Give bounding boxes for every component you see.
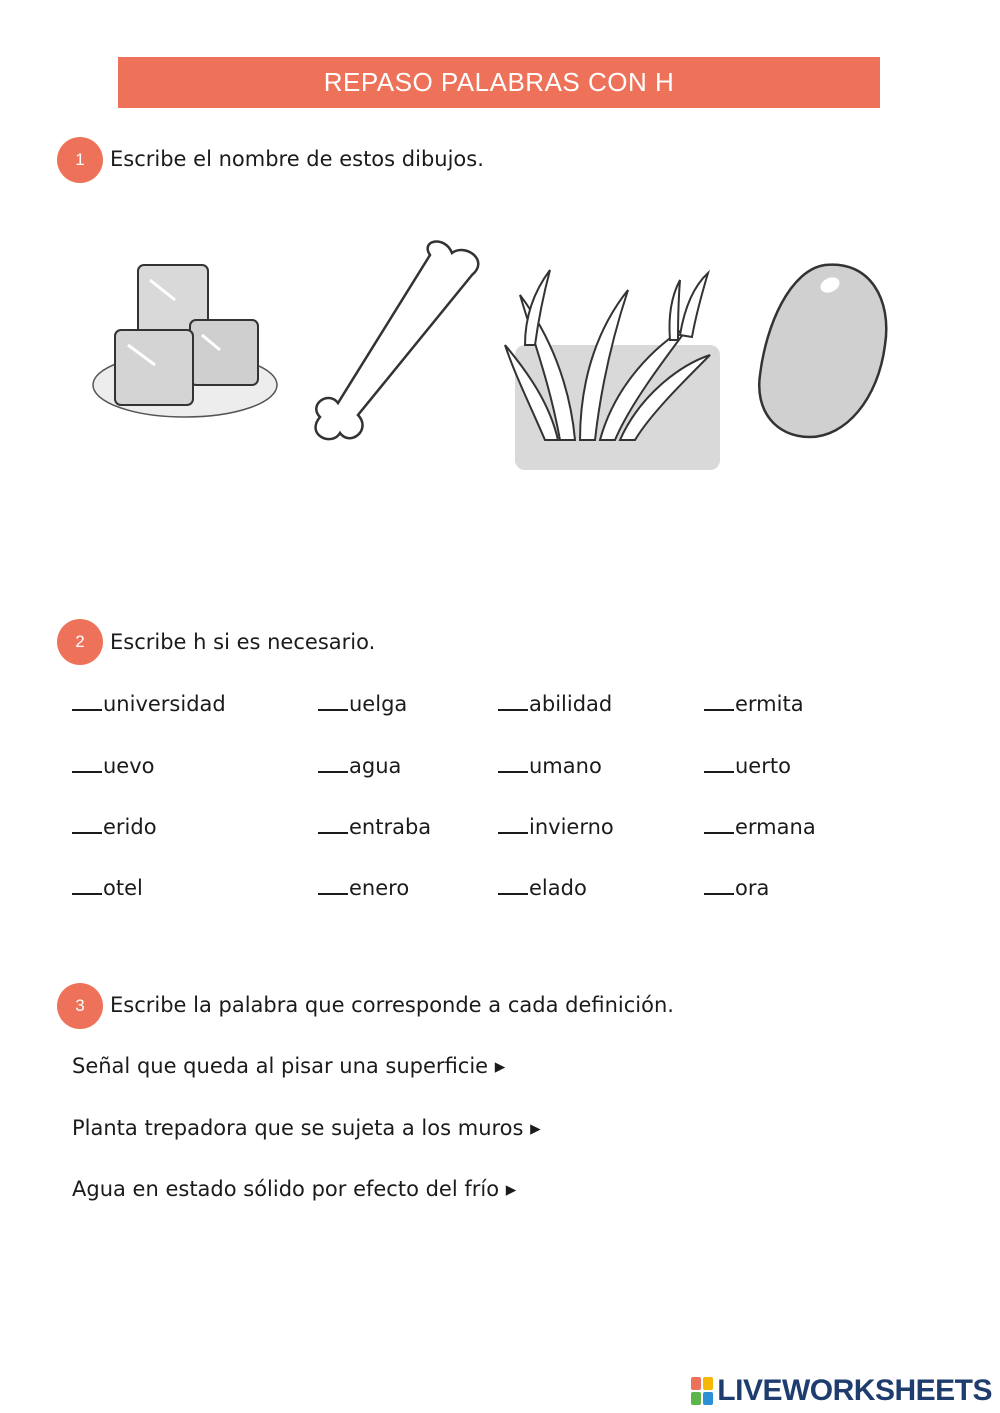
pictures-row (80, 225, 920, 485)
section-number-2: 2 (57, 619, 103, 665)
word-text: invierno (529, 815, 614, 839)
blank-input[interactable] (704, 812, 734, 834)
egg-icon (759, 265, 886, 437)
blank-input[interactable] (72, 812, 102, 834)
word-item (318, 812, 431, 840)
definition-3: Agua en estado sólido por efecto del frío ▸ (72, 1177, 517, 1201)
word-text: umano (529, 754, 602, 778)
word-text: abilidad (529, 692, 613, 716)
section-number-3: 3 (57, 983, 103, 1029)
blank-input[interactable] (704, 689, 734, 711)
word-text: elado (529, 876, 587, 900)
word-text: ora (735, 876, 770, 900)
blank-input[interactable] (318, 873, 348, 895)
word-item (498, 751, 602, 779)
word-item (704, 873, 769, 901)
word-text: universidad (103, 692, 226, 716)
blank-input[interactable] (318, 689, 348, 711)
word-item (72, 689, 226, 717)
word-text: erido (103, 815, 157, 839)
liveworksheets-logo (691, 1374, 992, 1408)
word-item (318, 689, 407, 717)
blank-input[interactable] (498, 873, 528, 895)
word-text: ermita (735, 692, 804, 716)
definition-1: Señal que queda al pisar una superficie ▸ (72, 1054, 506, 1078)
section-1-instruction: Escribe el nombre de estos dibujos. (110, 147, 484, 171)
blank-input[interactable] (318, 812, 348, 834)
word-item (704, 689, 804, 717)
definition-2: Planta trepadora que se sujeta a los muros ▸ (72, 1116, 541, 1140)
blank-input[interactable] (72, 751, 102, 773)
word-item (704, 751, 791, 779)
blank-input[interactable] (498, 751, 528, 773)
word-text: ermana (735, 815, 816, 839)
blank-input[interactable] (498, 689, 528, 711)
word-item (72, 873, 143, 901)
word-text: uerto (735, 754, 791, 778)
section-2-instruction: Escribe h si es necesario. (110, 630, 376, 654)
word-text: uelga (349, 692, 408, 716)
word-item (704, 812, 816, 840)
word-item (498, 689, 612, 717)
page-title: REPASO PALABRAS CON H (323, 67, 675, 97)
word-text: otel (103, 876, 143, 900)
ice-cubes-icon (93, 265, 277, 417)
logo-mark-icon (691, 1377, 713, 1405)
word-item (498, 873, 587, 901)
title-banner (118, 57, 880, 108)
blank-input[interactable] (704, 751, 734, 773)
section-number-1: 1 (57, 137, 103, 183)
word-item (498, 812, 614, 840)
blank-input[interactable] (704, 873, 734, 895)
word-item (318, 751, 401, 779)
bone-icon (316, 241, 479, 439)
brand-name: LIVEWORKSHEETS (717, 1374, 992, 1407)
grass-icon (505, 270, 720, 470)
blank-input[interactable] (318, 751, 348, 773)
blank-input[interactable] (498, 812, 528, 834)
word-item (72, 812, 157, 840)
blank-input[interactable] (72, 873, 102, 895)
word-text: uevo (103, 754, 155, 778)
word-item (72, 751, 155, 779)
word-text: agua (349, 754, 402, 778)
word-text: entraba (349, 815, 432, 839)
section-3-instruction: Escribe la palabra que corresponde a cada definición. (110, 993, 674, 1017)
word-item (318, 873, 409, 901)
blank-input[interactable] (72, 689, 102, 711)
word-text: enero (349, 876, 410, 900)
